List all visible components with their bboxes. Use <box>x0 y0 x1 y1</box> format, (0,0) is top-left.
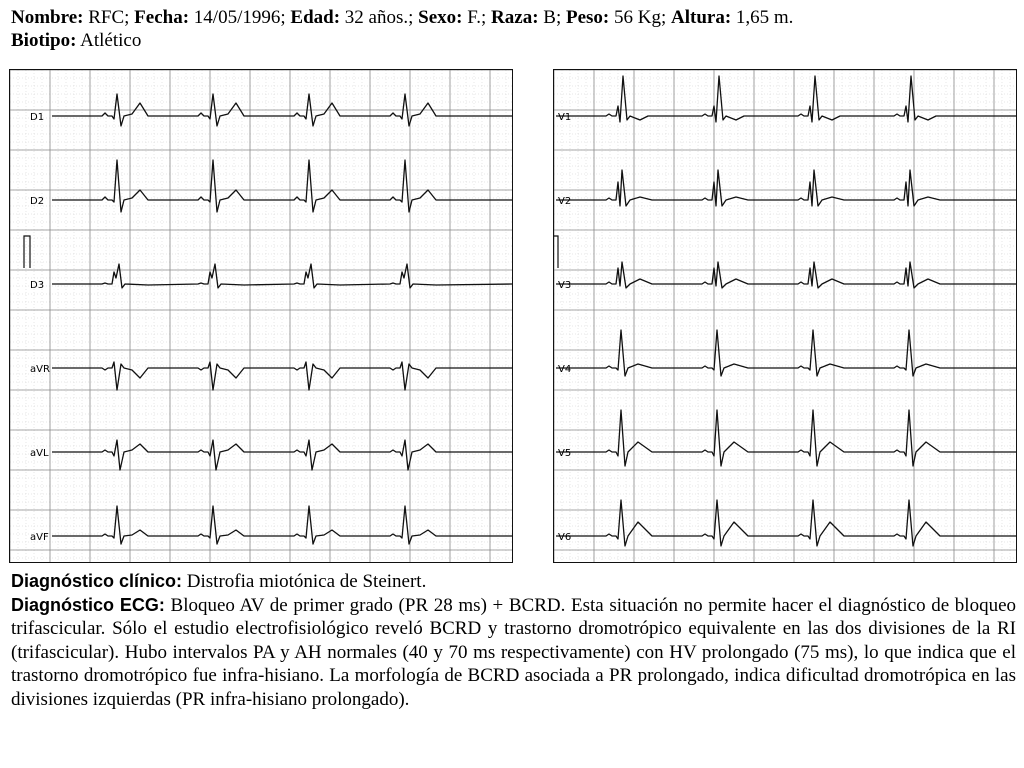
nombre-label: Nombre: <box>11 7 84 28</box>
sexo-label: Sexo: <box>418 7 463 28</box>
lead-label: V2 <box>558 196 572 207</box>
ecg-trace <box>52 440 513 470</box>
lead-label: aVF <box>30 532 49 543</box>
ecg-trace <box>556 170 1017 206</box>
lead-label: V3 <box>558 280 572 291</box>
edad-label: Edad: <box>290 7 341 28</box>
ecg-tracing <box>9 69 1017 563</box>
raza-value: B; <box>543 7 562 28</box>
peso-value: 56 Kg; <box>614 7 667 28</box>
ecg-trace <box>52 160 513 212</box>
ecg-trace <box>52 506 513 544</box>
sexo-value: F.; <box>467 7 487 28</box>
nombre-value: RFC; <box>88 7 130 28</box>
fecha-value: 14/05/1996; <box>193 7 286 28</box>
ecg-lead-v2 <box>556 170 1017 207</box>
lead-label: V4 <box>558 364 572 375</box>
ecg-trace <box>556 330 1017 376</box>
lead-label: D3 <box>30 280 45 291</box>
ecg-lead-d2 <box>30 160 513 212</box>
lead-label: D1 <box>30 112 45 123</box>
altura-label: Altura: <box>671 7 732 28</box>
lead-label: aVL <box>30 448 49 459</box>
lead-label: V6 <box>558 532 572 543</box>
altura-value: 1,65 m. <box>735 7 794 28</box>
diagnostico-ecg-label: Diagnóstico ECG: <box>11 594 165 615</box>
biotipo-label: Biotipo: <box>11 30 77 51</box>
fecha-label: Fecha: <box>134 7 190 28</box>
raza-label: Raza: <box>491 7 539 28</box>
diagnostico-ecg-text: Bloqueo AV de primer grado (PR 28 ms) + BCRD. Esta situación no permite hacer el diagnóstico de bloqueo trifascicular. Sólo el estudio electrofisiológico reveló BCRD y trastorno dromotrópico equivalente en las dos divisiones de la RI (trifascicular). Hubo intervalos PA y AH normales (40 y 70 ms respectivamente) con HV prolongado (75 ms), lo que indica que el trastorno dromotrópico fue infra-hisiano. La morfología de BCRD asociada a PR prolongado, indica dificultad dromotrópica en las divisiones izquierdas (PR infra-hisiano prolongado). <box>11 594 1017 710</box>
diagnostico-clinico <box>11 570 1016 594</box>
ecg-panel-precordial-leads <box>553 69 1017 563</box>
lead-label: V5 <box>558 448 572 459</box>
peso-label: Peso: <box>565 7 610 28</box>
ecg-trace <box>556 262 1017 288</box>
calibration-mark <box>24 236 30 268</box>
biotipo-value: Atlético <box>80 30 142 51</box>
diagnostico-ecg <box>11 594 1016 712</box>
ecg-grid <box>554 70 1017 563</box>
ecg-lead-v3 <box>556 262 1017 291</box>
ecg-lead-avl <box>30 440 513 470</box>
patient-line-1 <box>11 6 1016 29</box>
lead-label: aVR <box>30 364 50 375</box>
diagnostico-clinico-label: Diagnóstico clínico: <box>11 571 183 591</box>
diagnostico-clinico-text: Distrofia miotónica de Steinert. <box>186 571 427 592</box>
ecg-precordial-leads-svg <box>554 70 1017 563</box>
patient-line-2 <box>11 29 1016 52</box>
ecg-lead-v1 <box>556 76 1017 123</box>
ecg-lead-d3 <box>30 264 513 291</box>
ecg-trace <box>52 264 513 288</box>
ecg-lead-v4 <box>556 330 1017 376</box>
lead-label: D2 <box>30 196 45 207</box>
edad-value: 32 años.; <box>344 7 414 28</box>
ecg-trace <box>556 500 1017 546</box>
calibration-mark <box>554 236 558 268</box>
ecg-panel-limb-leads <box>9 69 513 563</box>
ecg-trace <box>556 76 1017 122</box>
ecg-grid <box>10 70 513 563</box>
ecg-limb-leads-svg <box>10 70 513 563</box>
diagnosis-section <box>11 570 1016 711</box>
lead-label: V1 <box>558 112 572 123</box>
patient-header <box>11 6 1016 52</box>
ecg-lead-avf <box>30 506 513 544</box>
ecg-trace <box>52 362 513 390</box>
ecg-lead-v6 <box>556 500 1017 546</box>
